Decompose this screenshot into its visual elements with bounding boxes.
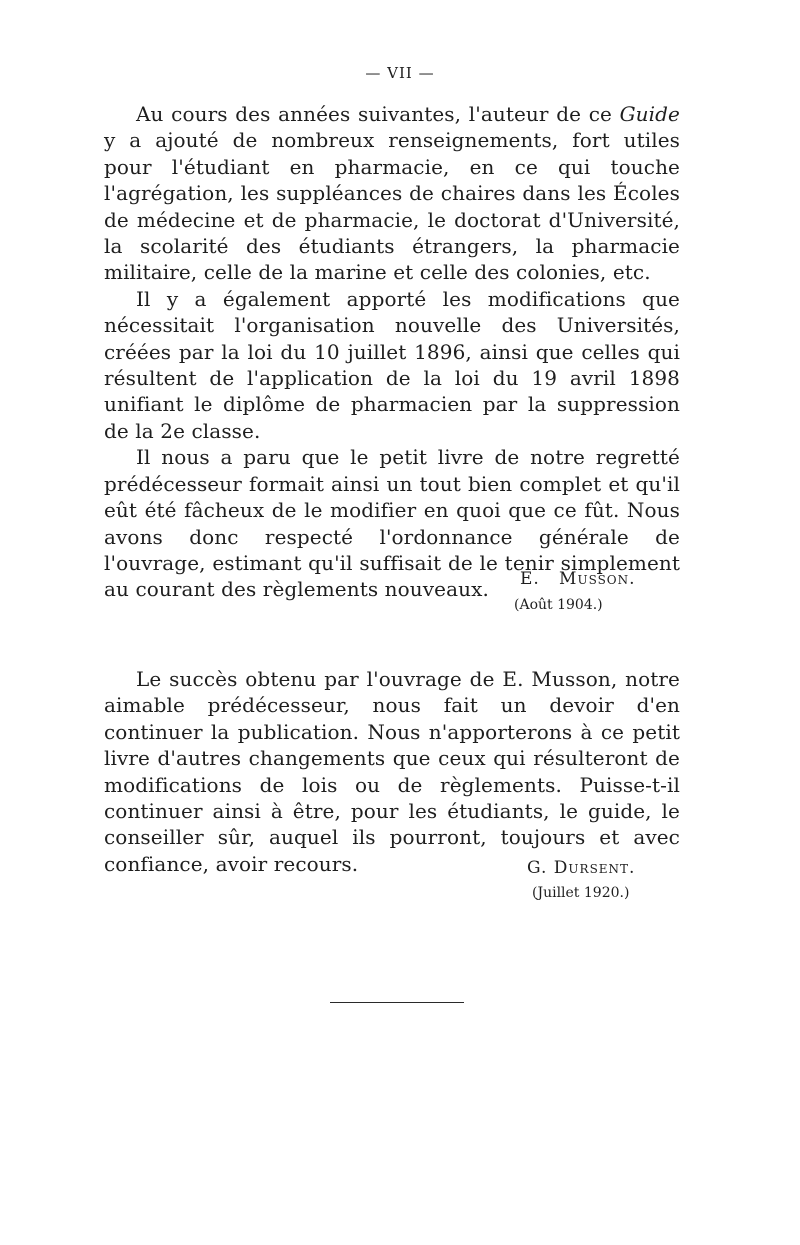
preface-section-dursent: [104, 666, 680, 877]
paragraph-1: [104, 101, 680, 286]
signature-dursent-initial: G.: [527, 858, 548, 878]
signature-dursent-date: (Juillet 1920.): [532, 885, 630, 901]
signature-dursent: [527, 858, 635, 878]
preface-section-musson: [104, 101, 680, 603]
signature-musson-initial: E.: [520, 569, 540, 589]
page-number: — VII —: [365, 64, 435, 82]
closing-rule: [330, 1002, 464, 1003]
signature-dursent-surname: Dursent.: [553, 858, 636, 878]
paragraph-1-start: Au cours des années suivantes, l'auteur de ce: [136, 102, 620, 126]
paragraph-2: Il y a également apporté les modifications que nécessitait l'organisation nouvelle des Universités, créées par la loi du 10 juillet 1896, ainsi que celles qui résultent de l'application de la loi du 19 avril 1898 unifiant le diplôme de pharmacien par la suppression de la 2e classe.: [104, 286, 680, 443]
paragraph-1-rest: y a ajouté de nombreux renseignements, fort utiles pour l'étudiant en pharmacie, en ce qui touche l'agrégation, les suppléances de chaires dans les Écoles de médecine et de pharmacie, le doctorat d'Université, la scolarité des étudiants étrangers, la pharmacie militaire, celle de la marine et celle des colonies, etc.: [104, 128, 680, 285]
signature-musson-surname: Musson.: [559, 569, 636, 589]
guide-italic: Guide: [619, 102, 680, 126]
paragraph-4: Le succès obtenu par l'ouvrage de E. Musson, notre aimable prédécesseur, nous fait un devoir d'en continuer la publication. Nous n'apporterons à ce petit livre d'autres changements que ceux qui résulteront de modifications de lois ou de règlements. Puisse-t-il continuer ainsi à être, pour les étudiants, le guide, le conseiller sûr, auquel ils pourront, toujours et avec confiance, avoir recours.: [104, 667, 680, 876]
paragraph-3: Il nous a paru que le petit livre de notre regretté prédécesseur formait ainsi un tout bien complet et qu'il eût été fâcheux de le modifier en quoi que ce fût. Nous avons donc respecté l'ordonnance générale de l'ouvrage, estimant qu'il suffisait de le tenir simplement au courant des règlements nouveaux.: [104, 445, 680, 602]
signature-musson-date: (Août 1904.): [514, 597, 603, 613]
signature-musson: [520, 569, 636, 589]
